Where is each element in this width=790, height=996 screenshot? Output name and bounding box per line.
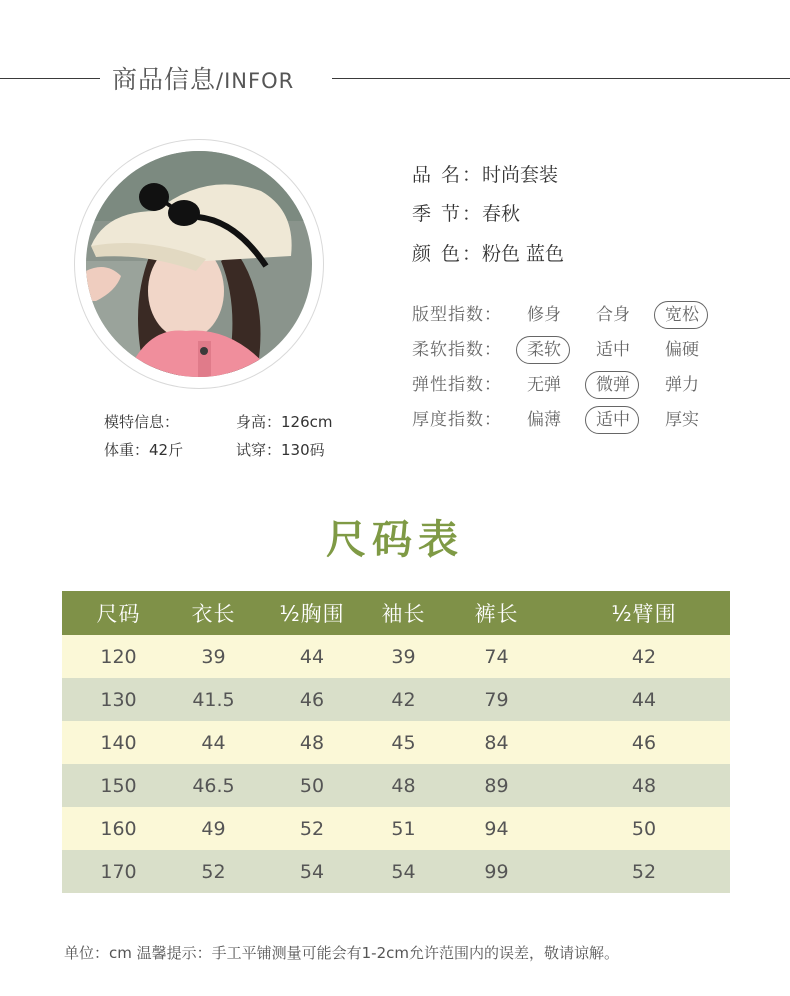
section-title-text: 商品信息 (112, 65, 217, 94)
index-option-selected: 柔软 (516, 335, 572, 365)
index-label: 厚度指数： (412, 410, 502, 430)
index-option: 无弹 (527, 375, 561, 395)
table-cell: 48 (252, 721, 372, 764)
size-table-header (62, 591, 730, 635)
table-cell: 160 (62, 807, 175, 850)
table-row (62, 635, 730, 678)
model-photo (86, 151, 312, 377)
table-cell: 42 (558, 635, 730, 678)
table-cell: 48 (372, 764, 435, 807)
table-cell: 46 (252, 678, 372, 721)
model-photo-illustration (86, 151, 312, 377)
model-weight: 体重：42斤 (104, 441, 184, 459)
index-option-selected: 宽松 (654, 300, 710, 330)
table-cell: 50 (252, 764, 372, 807)
index-option: 弹力 (665, 375, 699, 395)
table-cell: 42 (372, 678, 435, 721)
table-cell: 46 (558, 721, 730, 764)
index-option: 合身 (596, 305, 630, 325)
index-label: 版型指数： (412, 305, 502, 325)
table-cell: 54 (372, 850, 435, 893)
product-color-row (412, 239, 564, 266)
table-cell: 44 (175, 721, 252, 764)
product-season-row (412, 199, 520, 226)
product-name-label: 品 名： (412, 164, 484, 186)
table-cell: 48 (558, 764, 730, 807)
table-cell: 74 (435, 635, 558, 678)
column-header: ½胸围 (252, 591, 372, 635)
table-row (62, 850, 730, 893)
index-option-selected: 微弹 (585, 370, 641, 400)
table-row (62, 764, 730, 807)
model-info-label: 模特信息： (104, 413, 180, 431)
table-cell: 44 (558, 678, 730, 721)
measurement-note: 单位：cm 温馨提示：手工平铺测量可能会有1-2cm允许范围内的误差，敬请谅解。 (64, 944, 619, 962)
table-cell: 41.5 (175, 678, 252, 721)
table-cell: 46.5 (175, 764, 252, 807)
column-header: ½臂围 (558, 591, 730, 635)
table-cell: 130 (62, 678, 175, 721)
model-height: 身高：126cm (236, 413, 333, 431)
column-header: 尺码 (62, 591, 175, 635)
table-cell: 99 (435, 850, 558, 893)
size-table (62, 591, 730, 893)
table-cell: 44 (252, 635, 372, 678)
product-season-value: 春秋 (482, 203, 521, 225)
table-row (62, 678, 730, 721)
table-cell: 79 (435, 678, 558, 721)
section-title (112, 60, 294, 96)
table-cell: 45 (372, 721, 435, 764)
table-row (62, 721, 730, 764)
index-option: 修身 (527, 305, 561, 325)
table-cell: 94 (435, 807, 558, 850)
index-option: 偏硬 (665, 340, 699, 360)
header-divider-left (0, 78, 100, 79)
product-name-value: 时尚套装 (482, 164, 559, 186)
product-color-value: 粉色 蓝色 (482, 243, 565, 265)
product-name-row (412, 160, 558, 187)
table-cell: 52 (175, 850, 252, 893)
header-divider-right (332, 78, 790, 79)
section-subtitle: /INFOR (216, 69, 295, 93)
index-option: 适中 (596, 340, 630, 360)
column-header: 袖长 (372, 591, 435, 635)
index-option-selected: 适中 (585, 405, 641, 435)
table-cell: 54 (252, 850, 372, 893)
index-option: 厚实 (665, 410, 699, 430)
model-try-size: 试穿：130码 (236, 441, 325, 459)
table-cell: 52 (252, 807, 372, 850)
table-cell: 51 (372, 807, 435, 850)
index-label: 柔软指数： (412, 340, 502, 360)
table-cell: 39 (372, 635, 435, 678)
table-cell: 120 (62, 635, 175, 678)
size-table-title: 尺码表 (326, 517, 464, 563)
table-cell: 150 (62, 764, 175, 807)
index-label: 弹性指数： (412, 375, 502, 395)
index-option: 偏薄 (527, 410, 561, 430)
table-cell: 170 (62, 850, 175, 893)
table-cell: 52 (558, 850, 730, 893)
table-cell: 140 (62, 721, 175, 764)
table-row (62, 807, 730, 850)
table-cell: 89 (435, 764, 558, 807)
table-cell: 39 (175, 635, 252, 678)
table-cell: 49 (175, 807, 252, 850)
table-cell: 84 (435, 721, 558, 764)
table-cell: 50 (558, 807, 730, 850)
product-season-label: 季 节： (412, 203, 484, 225)
column-header: 衣长 (175, 591, 252, 635)
product-color-label: 颜 色： (412, 243, 484, 265)
column-header: 裤长 (435, 591, 558, 635)
